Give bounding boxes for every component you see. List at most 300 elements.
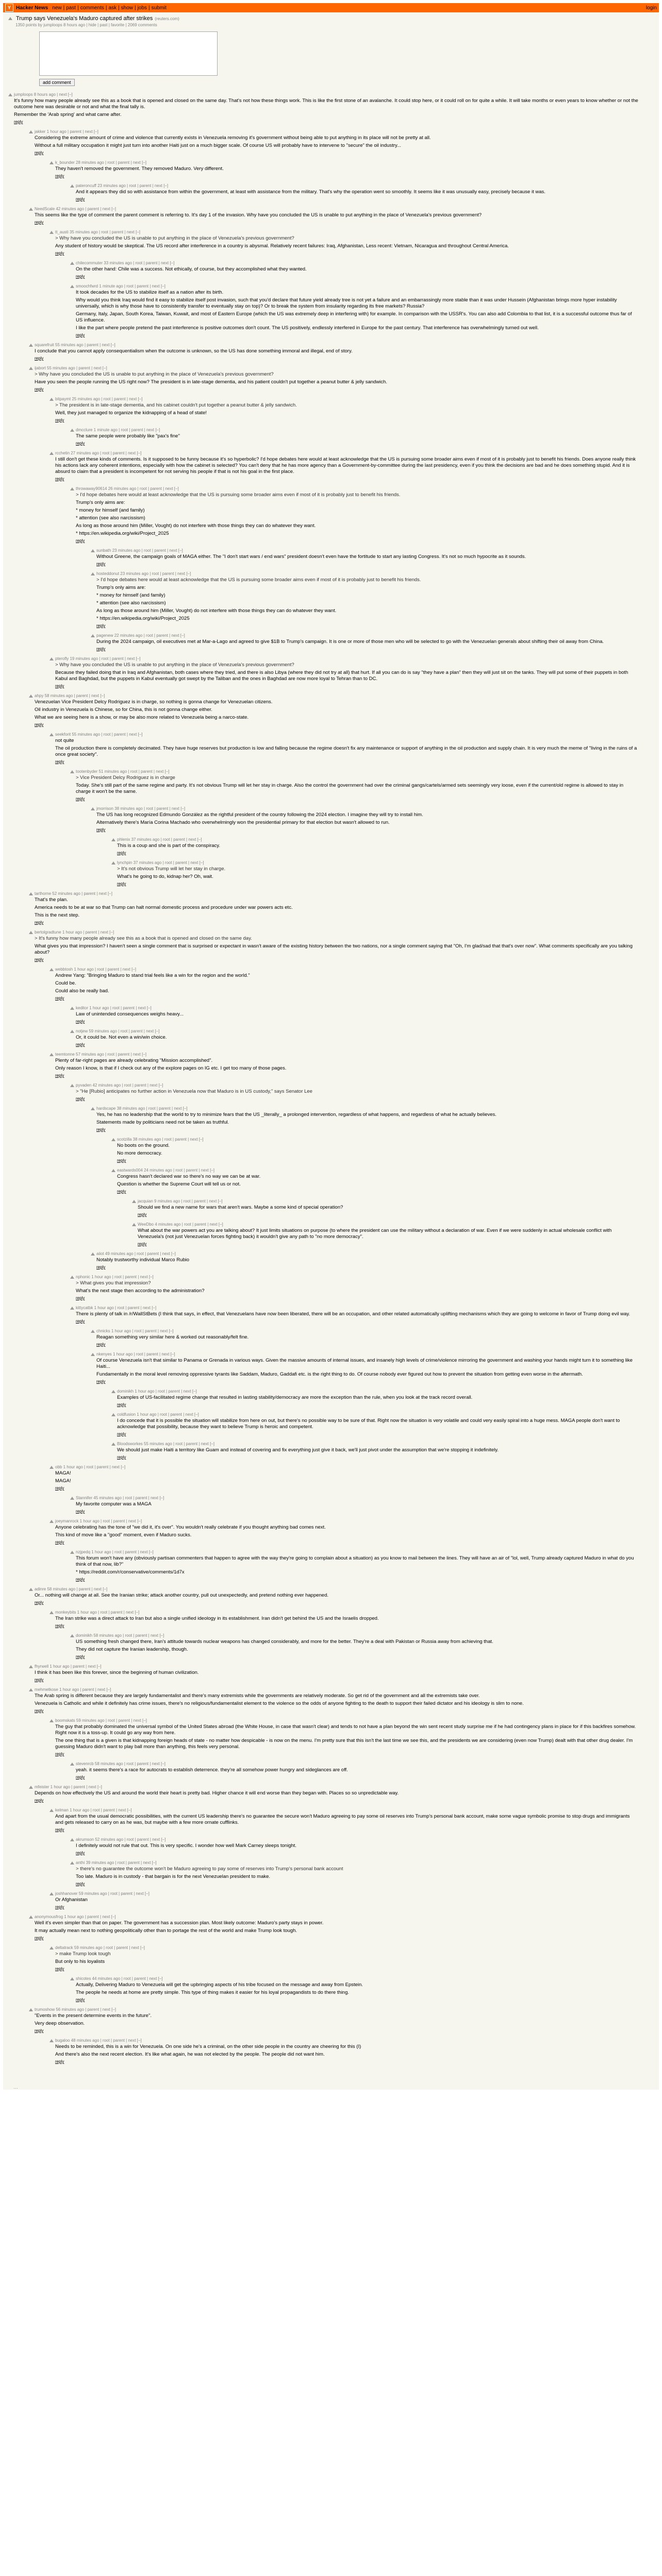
upvote-arrow-icon[interactable] <box>91 572 95 575</box>
reply-link[interactable]: reply <box>76 1577 85 1582</box>
reply-link[interactable]: reply <box>55 684 64 688</box>
reply-link[interactable]: reply <box>96 623 106 628</box>
comment <box>70 1275 659 1300</box>
comment-meta[interactable]: dominikh 58 minutes ago | root | parent | next [–] <box>76 1633 164 1638</box>
upvote-arrow-icon[interactable] <box>49 1611 54 1614</box>
comment-meta[interactable]: dmcclure 1 minute ago | root | parent | next [–] <box>76 428 160 432</box>
upvote-arrow-icon[interactable] <box>70 1762 74 1766</box>
comment-paragraph: Without Greene, the campaign goals of MAGA either. The "I don't start wars / end wars" president doesn't even have the fortitude to start any lasting Congress. It's not so much hypocrite as it sounds. <box>96 554 526 560</box>
reply-link[interactable]: reply <box>55 759 64 764</box>
reply-link[interactable]: reply <box>76 1019 85 1024</box>
comment-text <box>96 1112 638 1126</box>
comment-meta[interactable]: seekforit 55 minutes ago | root | parent | next [–] <box>55 732 143 737</box>
comment-meta[interactable]: fhyrwell 1 hour ago | parent | next [–] <box>35 1664 102 1669</box>
reply-link[interactable]: reply <box>55 996 64 1001</box>
upvote-arrow-icon[interactable] <box>70 1977 74 1980</box>
reply-link[interactable]: reply <box>76 1775 85 1780</box>
upvote-arrow-icon[interactable] <box>49 657 54 660</box>
comment <box>49 1945 659 1971</box>
reply-link[interactable]: reply <box>76 1319 85 1324</box>
upvote-arrow-icon[interactable] <box>49 1520 54 1523</box>
upvote-arrow-icon[interactable] <box>49 1809 54 1812</box>
comment-paragraph: I conclude that you cannot apply consequentialism when the outcome is unknown, so the US has done something immoral and illegal, end of story. <box>35 348 353 354</box>
upvote-arrow-icon[interactable] <box>29 130 33 133</box>
reply-link[interactable]: reply <box>35 387 44 392</box>
reply-link[interactable]: reply <box>117 882 126 886</box>
comment-paragraph: I still don't get these kinds of comments. Is it supposed to be funny because it's so hyperbolic? I'd hope debates here would at least acknowledge that the US is pursuing some broader aims even if most of it is probably just to benefit his friends. Does anyone really think his actions lack any coherent intentions, especially with how the cabinet is selected? You can't deny that he has more agency than a Government-by-committee during the last presidency, even if you think the decisions are bad and he does something stupid. And it is absurd to claim that a president is incompetent for not serving his people if that is not his goal in the first place. <box>55 456 636 474</box>
comment-text <box>55 1470 638 1484</box>
reply-link[interactable]: reply <box>55 174 64 178</box>
comment-meta[interactable]: bitpaymt 25 minutes ago | root | parent | next [–] <box>55 397 143 401</box>
comment-paragraph: Have you seen the people running the US right now? The president is in late-stage dementia, and his patient couldn't put together a peanut butter & jelly sandwich. <box>35 379 387 385</box>
comment <box>29 1664 659 1682</box>
comment-paragraph[interactable]: * https://en.wikipedia.org/wiki/Project_2025 <box>76 531 169 536</box>
comment-text <box>117 843 638 849</box>
add-comment-button[interactable]: add comment <box>39 79 75 86</box>
comment-paragraph: MAGA! <box>55 1470 71 1476</box>
comment-meta[interactable]: dominikh 1 hour ago | root | parent | next [–] <box>117 1389 197 1394</box>
comment-paragraph: Or Afghanistan <box>55 1897 88 1903</box>
reply-link[interactable]: reply <box>35 957 44 962</box>
reply-link[interactable]: reply <box>55 418 64 422</box>
comment-paragraph: Examples of US-facilitated regime change that resulted in lasting stability/democracy are more the exception than the rule, when you look at the track record overall. <box>117 1395 473 1400</box>
comment-meta[interactable]: coldfusion 1 hour ago | root | parent | next [–] <box>117 1412 199 1417</box>
comment-meta[interactable]: deltatrack 59 minutes ago | root | parent | next [–] <box>55 1945 145 1950</box>
comment-text <box>96 1358 638 1378</box>
reply-link[interactable]: reply <box>35 356 44 361</box>
comment-text <box>55 1951 638 1965</box>
reply-link[interactable]: reply <box>35 150 44 155</box>
upvote-arrow-icon[interactable] <box>49 1892 54 1895</box>
comment-paragraph: Why would you think Iraq would find it easy to stabilize itself post invasion, such that you'd declare that future yield already tree is not yet a failure and an embarrassingly more stable than it was under Hussein (Afghanistan brings more hyper instability universally, which is why those have to consistently transfer to eventually stay on top)? Or to break the system from insularity regarding its free markets? Russia? <box>76 297 617 309</box>
comment-meta[interactable]: nzjpedq 1 hour ago | root | parent | next [–] <box>76 1550 154 1554</box>
comment-body <box>117 1442 659 1460</box>
upvote-arrow-icon[interactable] <box>29 1665 33 1668</box>
comment-text <box>55 2044 638 2058</box>
comment <box>49 732 659 764</box>
comment-paragraph: Germany, Italy, Japan, South Korea, Taiwan, Kuwait, and most of Eastern Europe (which the US was extremely deep in interfering with) for example. In comparison with the USSR's. You can also add Colombia to that list, it is a successful outcome thus far of US influence. <box>76 311 632 323</box>
comment-paragraph: Venezuelan Vice President Delcy Rodriguez is in charge, so nothing is gonna change for Venezuelan citizens. <box>35 699 273 705</box>
comment-paragraph: Could also be really bad. <box>55 988 109 994</box>
comment-meta[interactable]: ahpy 58 minutes ago | parent | next [–] <box>35 693 105 698</box>
comment-paragraph[interactable]: * https://en.wikipedia.org/wiki/Project_2025 <box>96 616 190 621</box>
upvote-arrow-icon[interactable] <box>70 1497 74 1500</box>
upvote-arrow-icon[interactable] <box>29 367 33 370</box>
upvote-arrow-icon[interactable] <box>91 549 95 552</box>
reply-link[interactable]: reply <box>76 197 85 201</box>
comment-meta[interactable]: smoochfwrd 1 minute ago | root | parent | next [–] <box>76 284 166 289</box>
comment-paragraph: Oil industry in Venezuela is Chinese, so for China, this is not gonna change either. <box>35 707 212 713</box>
comment-meta[interactable]: sunbath 23 minutes ago | root | parent | next [–] <box>96 548 183 553</box>
upvote-arrow-icon[interactable] <box>91 1252 95 1256</box>
comment-meta[interactable]: WeeDbo 4 minutes ago | root | parent | next [–] <box>138 1222 223 1227</box>
upvote-arrow-icon[interactable] <box>29 1786 33 1789</box>
upvote-arrow-icon[interactable] <box>49 161 54 164</box>
upvote-arrow-icon[interactable] <box>29 1588 33 1591</box>
comment-body <box>76 1083 659 1101</box>
comment-meta[interactable]: shicotes 44 minutes ago | root | parent | next [–] <box>76 1976 163 1981</box>
upvote-arrow-icon[interactable] <box>91 807 95 810</box>
comment <box>49 656 659 688</box>
reply-link[interactable]: reply <box>96 562 106 566</box>
upvote-arrow-icon[interactable] <box>49 2039 54 2042</box>
comment-body <box>35 343 659 361</box>
reply-link[interactable]: reply <box>55 1623 64 1628</box>
comment-meta[interactable]: nkenyes 1 hour ago | root | parent | next [–] <box>96 1352 175 1357</box>
comment-body <box>55 397 659 422</box>
comment-paragraph: This seems like the type of comment the parent comment is referring to. It's day 1 of the invasion. Why have you concluded the US is unable to put anything in the place of Venezuela's previous government? <box>35 212 482 218</box>
comment-body <box>35 2007 659 2033</box>
comment-meta[interactable]: nphonic 1 hour ago | root | parent | next [–] <box>76 1275 154 1279</box>
reply-link[interactable]: reply <box>76 796 85 801</box>
reply-link[interactable]: reply <box>35 1708 44 1713</box>
comment-meta[interactable]: anthi 39 minutes ago | root | parent | next [–] <box>76 1860 157 1865</box>
comment-meta[interactable]: jacquian 9 minutes ago | root | parent | next [–] <box>138 1199 223 1204</box>
comment-meta[interactable]: keditor 1 hour ago | root | parent | next [–] <box>76 1006 152 1010</box>
comment-paragraph: Well, they just managed to organize the kidnapping of a head of state! <box>55 410 207 416</box>
comment-body <box>35 207 659 225</box>
comment-meta[interactable]: pateroncuff 23 minutes ago | root | parent | next [–] <box>76 183 169 188</box>
comment <box>29 693 659 727</box>
comment-text <box>55 1058 638 1072</box>
comment-meta[interactable]: eastwards004 24 minutes ago | root | parent | next [–] <box>117 1168 215 1173</box>
comment-body <box>117 1389 659 1407</box>
comment-meta[interactable]: adinre 58 minutes ago | parent | next [–] <box>35 1587 108 1591</box>
upvote-arrow-icon[interactable] <box>49 1466 54 1469</box>
comment-paragraph: This kind of move like a "good" moment, even if Maduro sucks. <box>55 1532 192 1538</box>
reply-link[interactable]: reply <box>76 1509 85 1514</box>
comment-text <box>96 554 638 560</box>
upvote-arrow-icon[interactable] <box>29 1688 33 1691</box>
upvote-arrow-icon[interactable] <box>29 344 33 347</box>
upvote-arrow-icon[interactable] <box>70 184 74 188</box>
reply-link[interactable]: reply <box>117 1455 126 1460</box>
comment-meta[interactable]: mfeister 1 hour ago | parent | next [–] <box>35 1785 102 1789</box>
comment-meta[interactable]: jumploops 8 hours ago | next [–] <box>14 92 73 97</box>
comment-meta[interactable]: tarthorne 52 minutes ago | parent | next [–] <box>35 891 112 896</box>
comment <box>29 343 659 361</box>
comment-meta[interactable]: lynchpin 37 minutes ago | root | parent | next [–] <box>117 860 204 865</box>
comment-text <box>55 1897 638 1903</box>
reply-link[interactable]: reply <box>117 1158 126 1163</box>
comment <box>70 1006 659 1024</box>
upvote-arrow-icon[interactable] <box>111 1169 115 1172</box>
upvote-arrow-icon[interactable] <box>29 892 33 895</box>
reply-link[interactable]: reply <box>138 1242 147 1246</box>
upvote-arrow-icon[interactable] <box>49 398 54 401</box>
comment-meta[interactable]: hosteddonut 23 minutes ago | root | parent | next [–] <box>96 571 191 576</box>
comment-text <box>76 1089 638 1095</box>
comment-paragraph: They haven't removed the government. They removed Maduro. Very different. <box>55 166 224 172</box>
upvote-arrow-icon[interactable] <box>49 231 54 234</box>
upvote-arrow-icon[interactable] <box>70 1861 74 1865</box>
comment-text <box>96 812 638 826</box>
upvote-arrow-icon[interactable] <box>70 429 74 432</box>
comment-meta[interactable]: pyvaden 42 minutes ago | root | parent | next [–] <box>76 1083 163 1088</box>
upvote-arrow-icon[interactable] <box>29 1916 33 1919</box>
reply-link[interactable]: reply <box>117 1432 126 1436</box>
reply-link[interactable]: reply <box>76 1296 85 1300</box>
comment-body <box>96 806 659 832</box>
upvote-arrow-icon[interactable] <box>132 1223 136 1226</box>
comment <box>49 1808 659 1832</box>
reply-link[interactable]: reply <box>35 1677 44 1682</box>
nav-comments[interactable]: comments <box>80 5 104 11</box>
reply-link[interactable]: reply <box>96 647 106 651</box>
reply-link[interactable]: reply <box>35 220 44 225</box>
comment <box>91 1352 659 1384</box>
login-link[interactable]: login <box>646 5 657 11</box>
upvote-arrow-icon[interactable] <box>49 1053 54 1056</box>
comment-paragraph: > Vice President Delcy Rodriguez is in charge <box>76 775 175 781</box>
upvote-arrow-icon[interactable] <box>49 452 54 455</box>
story-domain[interactable]: (reuters.com) <box>155 16 179 21</box>
comment-body <box>117 837 659 855</box>
comment-tree <box>3 86 659 2084</box>
upvote-arrow-icon[interactable] <box>91 634 95 637</box>
comment-body <box>55 967 659 1001</box>
reply-link[interactable]: reply <box>55 1752 64 1756</box>
comment-text <box>96 1334 638 1341</box>
comment-text <box>35 371 638 385</box>
comment-paragraph: Should we find a new name for wars that aren't wars. Maybe a some kind of special operation? <box>138 1205 343 1210</box>
comment-meta[interactable]: notjew 59 minutes ago | root | parent | next [–] <box>76 1029 160 1033</box>
upvote-arrow-icon[interactable] <box>29 2008 33 2011</box>
nav-submit[interactable]: submit <box>151 5 167 11</box>
reply-link[interactable]: reply <box>35 1600 44 1605</box>
upvote-arrow-icon[interactable] <box>111 1390 115 1393</box>
nav-show[interactable]: show <box>121 5 134 11</box>
reply-link[interactable]: reply <box>35 920 44 925</box>
hn-container <box>3 3 659 2090</box>
reply-link[interactable]: reply <box>96 827 106 832</box>
comment-meta[interactable]: kelman 1 hour ago | root | parent | next [–] <box>55 1808 132 1812</box>
comment-text <box>35 2013 638 2027</box>
upvote-arrow-icon[interactable] <box>8 17 12 20</box>
upvote-arrow-icon[interactable] <box>70 1084 74 1087</box>
reply-link[interactable]: reply <box>55 1540 64 1545</box>
upvote-arrow-icon[interactable] <box>29 694 33 698</box>
upvote-arrow-icon[interactable] <box>91 1107 95 1110</box>
comment-paragraph: Or... nothing will change at all. See the Iranian strike; attack another country, pull out unexpectedly, and pretend nothing ever happened. <box>35 1592 329 1598</box>
upvote-arrow-icon[interactable] <box>70 1634 74 1637</box>
comment-paragraph: On the other hand: Chile was a success. Not ethically, of course, but they accomplished what they wanted. <box>76 266 307 272</box>
comment-paragraph: > Why have you concluded the US is unable to put anything in the place of Venezuela's previous government? <box>55 235 294 241</box>
comment-body <box>35 1785 659 1803</box>
comment-meta[interactable]: jmorrison 38 minutes ago | root | parent | next [–] <box>96 806 186 811</box>
reply-link[interactable]: reply <box>117 1189 126 1194</box>
comment-body <box>117 1412 659 1436</box>
story-title[interactable]: Trump says Venezuela's Maduro captured after strikes <box>16 15 153 22</box>
comment-meta[interactable]: trumoshow 56 minutes ago | parent | next [–] <box>35 2007 117 2012</box>
comment-text <box>55 1724 638 1750</box>
upvote-arrow-icon[interactable] <box>70 1276 74 1279</box>
upvote-arrow-icon[interactable] <box>91 1330 95 1333</box>
upvote-arrow-icon[interactable] <box>70 487 74 490</box>
upvote-arrow-icon[interactable] <box>70 1838 74 1841</box>
comment-body <box>96 633 659 651</box>
comment-text <box>117 866 638 880</box>
comment-paragraph[interactable]: * https://reddit.com/r/conservative/comments/1d7x <box>76 1569 185 1575</box>
reply-link[interactable]: reply <box>76 333 85 337</box>
reply-link[interactable]: reply <box>14 120 23 124</box>
comment-meta[interactable]: Bloodsworkes 55 minutes ago | root | parent | next [–] <box>117 1442 215 1446</box>
comment-paragraph: Yes, he has no leadership that the world to try to minimize fears that the US _literally_ a prolonged intervention, regardless of what happens, and regardless of what he actually believes. <box>96 1112 496 1117</box>
reply-link[interactable]: reply <box>96 1379 106 1384</box>
upvote-arrow-icon[interactable] <box>111 1413 115 1416</box>
nav-jobs[interactable]: jobs <box>137 5 147 11</box>
comment-meta[interactable]: Stannifer 45 minutes ago | root | parent | next [–] <box>76 1496 164 1500</box>
comment-body <box>35 1587 659 1605</box>
comment-paragraph: > make Trump look tough <box>55 1951 111 1957</box>
comment-meta[interactable]: ijabort 55 minutes ago | parent | next [–] <box>35 366 107 370</box>
upvote-arrow-icon[interactable] <box>111 1443 115 1446</box>
reply-link[interactable]: reply <box>138 1212 147 1217</box>
comment-meta[interactable]: chilecommuter 33 minutes ago | root | parent | next [–] <box>76 261 175 265</box>
comment-meta[interactable]: hardscape 38 minutes ago | root | parent | next [–] <box>96 1106 188 1111</box>
reply-link[interactable]: reply <box>76 1882 85 1886</box>
comment-paragraph: Very deep observation. <box>35 2021 85 2026</box>
comment-meta[interactable]: obb 1 hour ago | root | parent | next [–] <box>55 1465 126 1469</box>
reply-link[interactable]: reply <box>76 274 85 279</box>
comment-meta[interactable]: teemtonne 57 minutes ago | root | parent | next [–] <box>55 1052 147 1057</box>
reply-link[interactable]: reply <box>35 1936 44 1940</box>
upvote-arrow-icon[interactable] <box>49 968 54 971</box>
comment-meta[interactable]: webbtosh 1 hour ago | root | parent | next [–] <box>55 967 136 972</box>
comment-paragraph: I like the part where people pretend the past interference is positive outcomes don't count. The US positively, endlessly interfered in Europe for the past century. That interference has overwhelmingly turned out well. <box>76 325 539 331</box>
reply-link[interactable]: reply <box>76 538 85 543</box>
reply-link[interactable]: reply <box>55 2059 64 2064</box>
upvote-arrow-icon[interactable] <box>70 285 74 288</box>
upvote-arrow-icon[interactable] <box>29 931 33 934</box>
comment-paragraph: > there's no guarantee the outcome won't be Maduro agreeing to pay some of reserves into Trump's personal bank account <box>76 1866 343 1872</box>
site-name[interactable]: Hacker News <box>16 5 48 11</box>
upvote-arrow-icon[interactable] <box>70 770 74 773</box>
reply-link[interactable]: reply <box>55 1967 64 1971</box>
comment-text <box>117 1174 638 1188</box>
reply-link[interactable]: reply <box>76 1042 85 1047</box>
comment-text <box>76 1982 638 1996</box>
comment-meta[interactable]: aiiot 49 minutes ago | root | parent | next [–] <box>96 1251 176 1256</box>
comment-text <box>117 1395 638 1401</box>
upvote-arrow-icon[interactable] <box>70 1307 74 1310</box>
comment-meta[interactable]: phlenix 37 minutes ago | root | parent | next [–] <box>117 837 202 842</box>
upvote-arrow-icon[interactable] <box>8 93 12 96</box>
reply-link[interactable]: reply <box>55 1486 64 1490</box>
comment-body <box>76 1306 659 1324</box>
upvote-arrow-icon[interactable] <box>49 733 54 736</box>
upvote-arrow-icon[interactable] <box>70 1551 74 1554</box>
reply-link[interactable]: reply <box>96 1127 106 1132</box>
upvote-arrow-icon[interactable] <box>132 1200 136 1203</box>
comment-textarea[interactable] <box>39 31 218 76</box>
upvote-arrow-icon[interactable] <box>70 1030 74 1033</box>
reply-link[interactable]: reply <box>96 1265 106 1269</box>
comment-meta[interactable]: NeedScale 42 minutes ago | parent | next [–] <box>35 207 117 211</box>
upvote-arrow-icon[interactable] <box>49 1719 54 1722</box>
comment-meta[interactable]: bertolgradtune 1 hour ago | parent | next [–] <box>35 930 114 935</box>
nav-new[interactable]: new <box>52 5 62 11</box>
comment-paragraph: Anyone celebrating has the tone of "we did it, it's over". You wouldn't really celebrate if you thought anything bad comes next. <box>55 1524 326 1530</box>
comment-meta[interactable]: stevenrcb 58 minutes ago | root | parent | next [–] <box>76 1761 166 1766</box>
comment-meta[interactable]: joshhanover 59 minutes ago | root | parent | next [–] <box>55 1891 150 1896</box>
comment-paragraph: It's funny how many people already see this as a book that is opened and closed on the same day. That's not how these things work. This is like the first stone of an avalanche. It could stop here, or it could roll on for quite a while. It will take months or even years to know whether or not the outcome here was desirable or not and what the final tally is. <box>14 98 638 110</box>
comment-paragraph: What about the war powers act you are talking about? It just limits situations on purpose (to where the president can use the military without a declaration of war. Even if we were suddenly in actual wholesale conflict with Venezuela's (not just Venezuelan forces fighting back) it wouldn't give any path to "no more democracy". <box>138 1228 612 1240</box>
reply-link[interactable]: reply <box>96 1342 106 1347</box>
upvote-arrow-icon[interactable] <box>91 1353 95 1356</box>
comment-meta[interactable]: tt_austi 35 minutes ago | root | parent | next [–] <box>55 230 140 234</box>
comment-text <box>35 897 638 919</box>
comment <box>49 1052 659 1078</box>
nav-links: new | past | comments | ask | show | jobs | submit <box>52 5 167 11</box>
comment-meta[interactable]: kittycatbk 1 hour ago | root | parent | next [–] <box>76 1306 157 1310</box>
upvote-arrow-icon[interactable] <box>111 838 115 841</box>
comment-paragraph: Reagan something very similar here & worked out reasonably/felt fine. <box>96 1334 249 1340</box>
reply-link[interactable]: reply <box>35 722 44 727</box>
comment-meta[interactable]: scotzilla 38 minutes ago | root | parent | next [–] <box>117 1137 204 1142</box>
comment-meta[interactable]: bugaloo 48 minutes ago | root | parent | next [–] <box>55 2038 142 2043</box>
comment-body <box>55 1519 659 1545</box>
comment <box>49 451 659 481</box>
reply-link[interactable]: reply <box>55 1905 64 1909</box>
comment-paragraph: Congress hasn't declared war so there's no way we can be at war. <box>117 1174 261 1179</box>
reply-link[interactable]: reply <box>55 1073 64 1078</box>
comment-meta[interactable]: joeymanrock 1 hour ago | root | parent | next [–] <box>55 1519 142 1523</box>
reply-link[interactable]: reply <box>117 851 126 855</box>
reply-link[interactable]: reply <box>117 1402 126 1407</box>
reply-link[interactable]: reply <box>76 1997 85 2002</box>
comment-meta[interactable]: tootenbyder 51 minutes ago | root | parent | next [–] <box>76 769 170 774</box>
comment-meta[interactable]: pterofly 19 minutes ago | root | parent | next [–] <box>55 656 141 661</box>
reply-link[interactable]: reply <box>55 1827 64 1832</box>
upvote-arrow-icon[interactable] <box>49 1946 54 1950</box>
reply-link[interactable]: reply <box>76 1851 85 1855</box>
upvote-arrow-icon[interactable] <box>111 1138 115 1141</box>
nav-ask[interactable]: ask <box>108 5 117 11</box>
comment-meta[interactable]: akrumson 52 minutes ago | root | parent | next [–] <box>76 1837 166 1842</box>
comment-meta[interactable]: rcchetin 27 minutes ago | root | parent | next [–] <box>55 451 142 455</box>
comment-meta[interactable]: throwaway90614 26 minutes ago | root | parent | next [–] <box>76 486 179 491</box>
upvote-arrow-icon[interactable] <box>70 1007 74 1010</box>
upvote-arrow-icon[interactable] <box>29 208 33 211</box>
comment-text <box>76 1866 638 1880</box>
reply-link[interactable]: reply <box>76 1654 85 1659</box>
reply-link[interactable]: reply <box>35 2028 44 2033</box>
comment-meta[interactable]: squarefruit 55 minutes ago | parent | next [–] <box>35 343 115 347</box>
comment-paragraph: And apart from the usual democratic possibilities, with the current US leadership there's no guarantee the secure won't Maduro agreeing to pay some oil reserves into Trump's personal bank account, make some vague symbolic promise to stop drugs and immigrants and gets released to carry on as he was, but maybe with a few more ornate cufflinks. <box>55 1814 630 1825</box>
comment-meta[interactable]: monkeybits 1 hour ago | root | parent | next [–] <box>55 1610 140 1615</box>
comment-text <box>35 1592 638 1599</box>
reply-link[interactable]: reply <box>55 477 64 481</box>
reply-link[interactable]: reply <box>35 1798 44 1803</box>
upvote-arrow-icon[interactable] <box>70 262 74 265</box>
comment-meta[interactable]: mehmetkose 1 hour ago | parent | next [–] <box>35 1687 111 1692</box>
reply-link[interactable]: reply <box>55 251 64 256</box>
upvote-arrow-icon[interactable] <box>111 861 115 865</box>
reply-link[interactable]: reply <box>76 1096 85 1101</box>
nav-past[interactable]: past <box>66 5 76 11</box>
reply-link[interactable]: reply <box>76 441 85 446</box>
comment-meta[interactable]: chnicks 1 hour ago | root | parent | next [–] <box>96 1329 174 1333</box>
comment-body <box>138 1199 659 1217</box>
comment-meta[interactable]: boomskats 59 minutes ago | root | parent | next [–] <box>55 1718 147 1723</box>
comment-meta[interactable]: anonymousfrog 1 hour ago | parent | next [–] <box>35 1914 116 1919</box>
comment-meta[interactable]: k_bounder 28 minutes ago | root | parent | next [–] <box>55 160 147 165</box>
comment-body <box>76 1029 659 1047</box>
y-logo-icon[interactable]: Y <box>5 4 13 12</box>
comment-meta[interactable]: pagenew 22 minutes ago | root | parent | next [–] <box>96 633 185 638</box>
comment-meta[interactable]: jakker 1 hour ago | parent | next [–] <box>35 129 98 134</box>
